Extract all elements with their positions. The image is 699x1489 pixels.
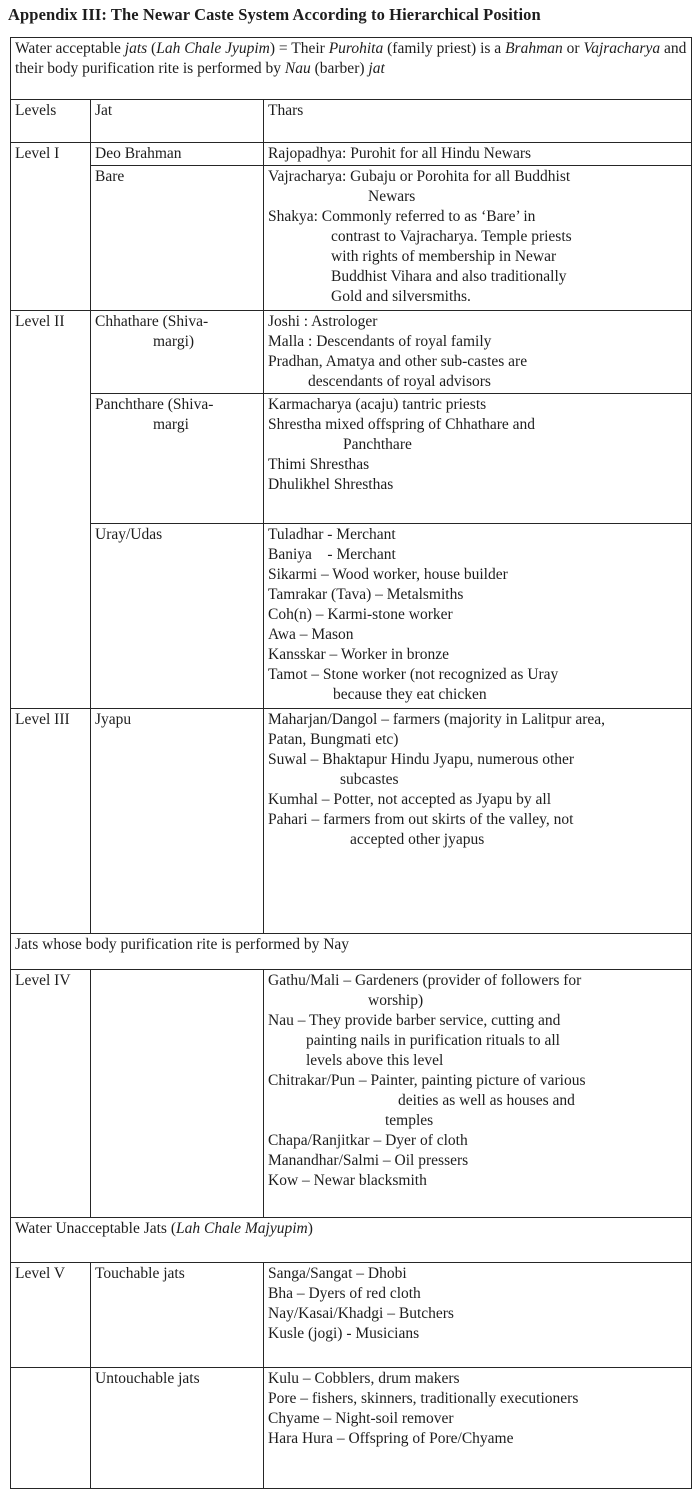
cell-thars-level-4: Gathu/Mali – Gardeners (provider of followers for worship) Nau – They provide barber service, cutting and painting nails in purification rituals to all levels above this level Chitrakar/Pun – Painter, painting picture of various deities as well as houses and temples Chapa/Ranjitkar – Dyer of cloth Manandhar/Salmi – Oil pressers Kow – Newar blacksmith (264, 970, 692, 1218)
cell-jat-level-4-empty (91, 970, 264, 1218)
cell-thars-untouchable: Kulu – Cobblers, drum makers Pore – fishers, skinners, traditionally executioners Chyame – Night-soil remover Hara Hura – Offspring of Pore/Chyame (264, 1368, 692, 1489)
band-nay: Jats whose body purification rite is performed by Nay (11, 934, 692, 970)
table-row (11, 394, 692, 524)
band-water-unacceptable: Water Unacceptable Jats (Lah Chale Majyupim) (11, 1218, 692, 1263)
cell-thars-uray-udas: Tuladhar - Merchant Baniya - Merchant Sikarmi – Wood worker, house builder Tamrakar (Tava) – Metalsmiths Coh(n) – Karmi-stone worker Awa – Mason Kansskar – Worker in bronze Tamot – Stone worker (not recognized as Uray because they eat chicken (264, 524, 692, 709)
cell-jat-touchable: Touchable jats (91, 1263, 264, 1368)
cell-jat-jyapu: Jyapu (91, 709, 264, 934)
table-row (11, 1263, 692, 1368)
column-header-levels: Levels (11, 100, 91, 143)
table-row (11, 38, 692, 100)
cell-level-5: Level V (11, 1263, 91, 1368)
cell-jat-deo-brahman: Deo Brahman (91, 143, 264, 166)
cell-jat-untouchable: Untouchable jats (91, 1368, 264, 1489)
table-header-row (11, 100, 692, 143)
table-row (11, 1368, 692, 1489)
cell-jat-panchthare: Panchthare (Shiva- margi (91, 394, 264, 524)
page-title: Appendix III: The Newar Caste System According to Hierarchical Position (8, 5, 541, 24)
table-row (11, 143, 692, 166)
cell-thars-jyapu: Maharjan/Dangol – farmers (majority in Lalitpur area, Patan, Bungmati etc) Suwal – Bhaktapur Hindu Jyapu, numerous other subcastes Kumhal – Potter, not accepted as Jyapu by all Pahari – farmers from out skirts of the valley, not accepted other jyapus (264, 709, 692, 934)
cell-thars-chhathare: Joshi : Astrologer Malla : Descendants of royal family Pradhan, Amatya and other sub-castes are descendants of royal advisors (264, 311, 692, 394)
table-row (11, 166, 692, 311)
column-header-thars: Thars (264, 100, 692, 143)
table-row (11, 970, 692, 1218)
band-water-acceptable: Water acceptable jats (Lah Chale Jyupim) = Their Purohita (family priest) is a Brahman or Vajracharya and their body purification rite is performed by Nau (barber) jat (11, 38, 692, 100)
cell-level-1: Level I (11, 143, 91, 311)
cell-level-2: Level II (11, 311, 91, 709)
cell-thars-touchable: Sanga/Sangat – Dhobi Bha – Dyers of red cloth Nay/Kasai/Khadgi – Butchers Kusle (jogi) - Musicians (264, 1263, 692, 1368)
column-header-jat: Jat (91, 100, 264, 143)
cell-jat-bare: Bare (91, 166, 264, 311)
caste-system-table (10, 37, 692, 1489)
table-row (11, 709, 692, 934)
cell-thars-deo-brahman: Rajopadhya: Purohit for all Hindu Newars (264, 143, 692, 166)
table-row (11, 1218, 692, 1263)
cell-level-5-empty (11, 1368, 91, 1489)
table-row (11, 934, 692, 970)
cell-level-4: Level IV (11, 970, 91, 1218)
cell-jat-uray-udas: Uray/Udas (91, 524, 264, 709)
table-row (11, 524, 692, 709)
cell-level-3: Level III (11, 709, 91, 934)
cell-thars-panchthare: Karmacharya (acaju) tantric priests Shrestha mixed offspring of Chhathare and Panchthare Thimi Shresthas Dhulikhel Shresthas (264, 394, 692, 524)
cell-jat-chhathare: Chhathare (Shiva- margi) (91, 311, 264, 394)
cell-thars-bare: Vajracharya: Gubaju or Porohita for all Buddhist Newars Shakya: Commonly referred to as ‘Bare’ in contrast to Vajracharya. Temple priests with rights of membership in Newar Buddhist Vihara and also traditionally Gold and silversmiths. (264, 166, 692, 311)
table-row (11, 311, 692, 394)
